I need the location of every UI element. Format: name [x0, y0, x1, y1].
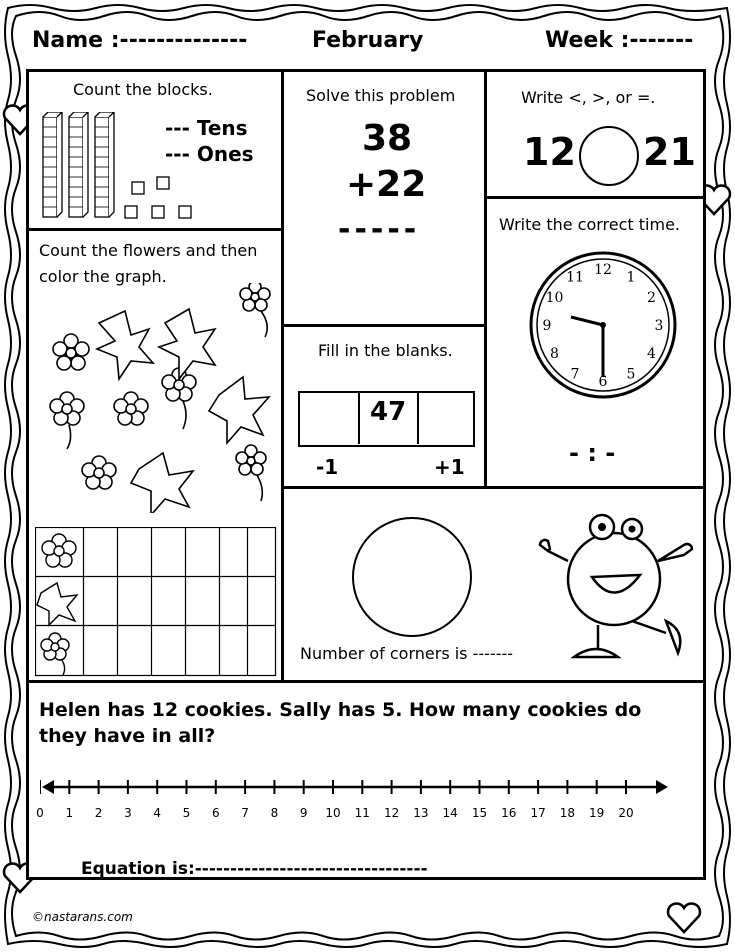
flowers-title-line2: color the graph. [39, 267, 167, 286]
fill-blanks-title: Fill in the blanks. [318, 341, 453, 360]
word-problem-line2: they have in all? [39, 725, 216, 747]
clock-number: 2 [647, 290, 656, 306]
number-line-label: 8 [270, 806, 279, 820]
compare-answer-circle[interactable] [579, 126, 639, 186]
equation-field[interactable]: Equation is:--------------------------------- [81, 859, 428, 879]
number-line-label: 19 [589, 806, 605, 820]
number-line-label: 4 [153, 806, 162, 820]
blank-before-box[interactable] [300, 393, 360, 444]
number-line-label: 10 [325, 806, 341, 820]
addition-top-number: 38 [362, 118, 413, 159]
clock-number: 5 [626, 366, 636, 383]
number-boxes [298, 391, 475, 447]
compare-title: Write <, >, or =. [521, 88, 656, 107]
month-title: February [312, 28, 424, 53]
name-field[interactable]: Name :-------------- [32, 28, 248, 53]
shapes-panel [281, 486, 706, 683]
circle-shape [352, 517, 472, 637]
tens-label: --- Tens [165, 116, 248, 140]
given-number: 47 [370, 397, 407, 427]
compare-right-number: 21 [643, 130, 696, 174]
number-line-label: 5 [182, 806, 191, 820]
number-line-label: 3 [124, 806, 132, 820]
fill-blanks-panel [281, 324, 487, 489]
flower-graph-panel [26, 228, 284, 683]
number-line-label: 7 [241, 806, 249, 820]
heart-icon [664, 898, 704, 938]
number-line-label: 20 [618, 806, 634, 820]
count-blocks-title: Count the blocks. [73, 80, 213, 99]
minus-one-hint: -1 [316, 455, 339, 479]
clock-number: 4 [647, 346, 656, 362]
given-number-box [360, 393, 419, 444]
corners-prompt[interactable]: Number of corners is ------- [300, 644, 514, 663]
number-line-label: 1 [65, 806, 74, 820]
number-line-label: 18 [559, 806, 576, 820]
answer-line[interactable]: ----- [338, 212, 421, 247]
number-line-label: 13 [413, 806, 429, 820]
plus-one-hint: +1 [434, 455, 465, 479]
clock-number: 12 [594, 262, 612, 278]
word-problem-line1: Helen has 12 cookies. Sally has 5. How many cookies do [39, 699, 642, 721]
time-answer-line[interactable]: - : - [569, 439, 616, 467]
ones-label: --- Ones [165, 142, 254, 166]
flower-bar-graph[interactable] [35, 527, 277, 677]
clock-number: 8 [550, 346, 559, 362]
number-line-label: 11 [354, 806, 370, 820]
clock-number: 3 [654, 318, 664, 334]
number-line-label: 12 [383, 806, 400, 820]
compare-left-number: 12 [523, 130, 576, 174]
flowers-title-line1: Count the flowers and then [39, 241, 258, 260]
number-line-label: 2 [94, 806, 103, 820]
analog-clock [527, 249, 679, 401]
count-blocks-panel [26, 69, 284, 231]
time-panel [484, 196, 706, 489]
number-line-label: 17 [530, 806, 546, 820]
number-line-label: 0 [36, 806, 44, 820]
credit-text: ©nastarans.com [32, 910, 133, 924]
flowers-illustration [39, 283, 279, 513]
clock-number: 10 [545, 290, 564, 306]
time-title: Write the correct time. [499, 215, 681, 234]
monster-mascot [536, 501, 702, 681]
number-line-label: 6 [211, 806, 220, 820]
addition-panel [281, 69, 487, 327]
addition-bottom-number: +22 [346, 164, 427, 205]
compare-panel [484, 69, 706, 199]
blank-after-box[interactable] [420, 393, 472, 444]
clock-number: 11 [566, 269, 584, 286]
clock-number: 9 [542, 318, 552, 334]
addition-title: Solve this problem [306, 86, 456, 105]
number-line-label: 9 [299, 806, 308, 820]
week-field[interactable]: Week :------- [545, 28, 694, 53]
number-line-label: 15 [471, 806, 488, 820]
clock-number: 7 [570, 366, 580, 383]
number-line-label: 14 [442, 806, 458, 820]
clock-number: 1 [626, 269, 636, 286]
number-line [40, 776, 670, 800]
clock-number: 6 [598, 374, 608, 390]
number-line-label: 16 [501, 806, 517, 820]
